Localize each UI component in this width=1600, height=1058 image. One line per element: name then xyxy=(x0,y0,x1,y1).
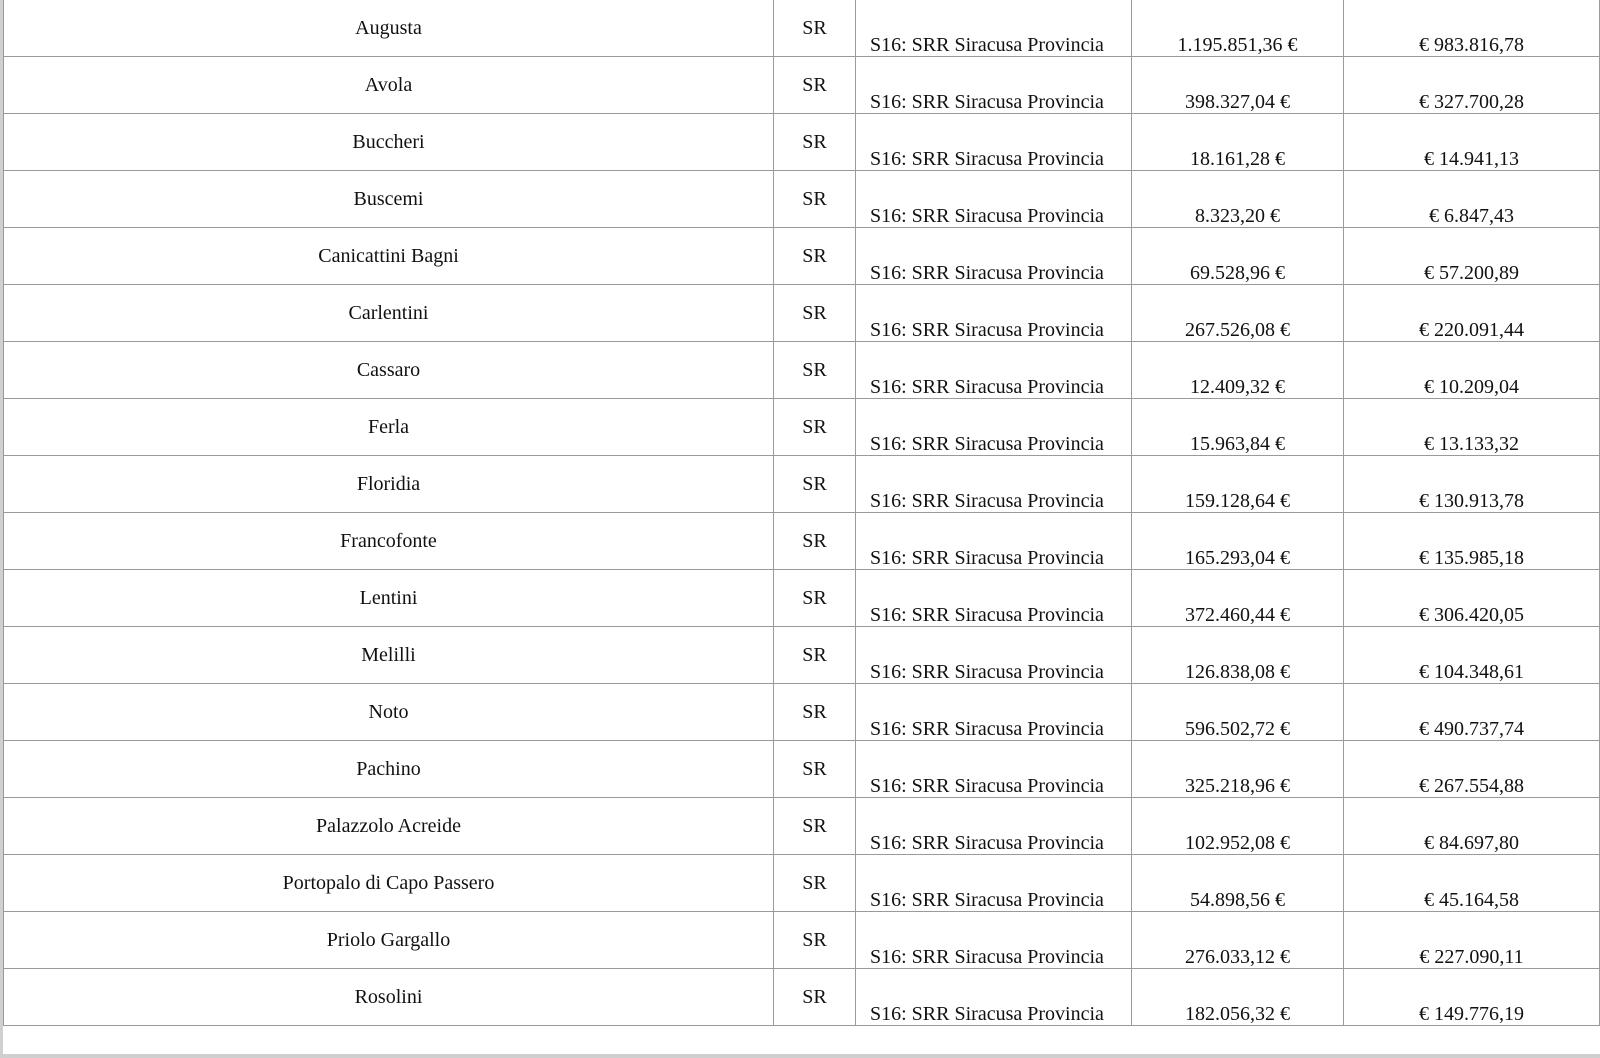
quota-text: € 84.697,80 xyxy=(1424,832,1519,854)
provincia-text: SR xyxy=(802,188,827,210)
cell-quota xyxy=(1344,57,1600,114)
importo-text: 12.409,32 € xyxy=(1190,376,1285,398)
quota-text: € 13.133,32 xyxy=(1424,433,1519,455)
table-row xyxy=(4,912,1600,969)
cell-importo xyxy=(1132,228,1344,285)
cell-quota xyxy=(1344,399,1600,456)
cell-provincia xyxy=(774,855,856,912)
cell-comune xyxy=(4,570,774,627)
cell-srr xyxy=(856,969,1132,1026)
srr-text: S16: SRR Siracusa Provincia xyxy=(870,604,1104,626)
srr-text: S16: SRR Siracusa Provincia xyxy=(870,775,1104,797)
table-row xyxy=(4,399,1600,456)
cell-provincia xyxy=(774,684,856,741)
cell-quota xyxy=(1344,684,1600,741)
cell-comune xyxy=(4,456,774,513)
importo-text: 18.161,28 € xyxy=(1190,148,1285,170)
cell-comune xyxy=(4,228,774,285)
cell-importo xyxy=(1132,114,1344,171)
comune-text: Floridia xyxy=(356,473,421,495)
cell-srr xyxy=(856,798,1132,855)
cell-quota xyxy=(1344,0,1600,57)
cell-provincia xyxy=(774,570,856,627)
page-bottom-edge xyxy=(0,1054,1600,1058)
cell-comune xyxy=(4,57,774,114)
provincia-text: SR xyxy=(802,587,827,609)
cell-srr xyxy=(856,741,1132,798)
cell-provincia xyxy=(774,399,856,456)
importo-text: 1.195.851,36 € xyxy=(1177,34,1298,56)
provincia-text: SR xyxy=(802,530,827,552)
provincia-text: SR xyxy=(802,359,827,381)
srr-text: S16: SRR Siracusa Provincia xyxy=(870,946,1104,968)
provincia-text: SR xyxy=(802,302,827,324)
importo-text: 267.526,08 € xyxy=(1185,319,1290,341)
cell-provincia xyxy=(774,285,856,342)
quota-text: € 327.700,28 xyxy=(1419,91,1524,113)
cell-importo xyxy=(1132,0,1344,57)
quota-text: € 14.941,13 xyxy=(1424,148,1519,170)
cell-quota xyxy=(1344,912,1600,969)
srr-text: S16: SRR Siracusa Provincia xyxy=(870,433,1104,455)
provincia-text: SR xyxy=(802,416,827,438)
cell-provincia xyxy=(774,0,856,57)
importo-text: 276.033,12 € xyxy=(1185,946,1290,968)
cell-importo xyxy=(1132,57,1344,114)
comune-text: Pachino xyxy=(356,758,421,780)
comune-text: Melilli xyxy=(361,644,416,666)
table-row xyxy=(4,741,1600,798)
comune-text: Buscemi xyxy=(353,188,424,210)
quota-text: € 130.913,78 xyxy=(1419,490,1524,512)
cell-importo xyxy=(1132,342,1344,399)
cell-quota xyxy=(1344,627,1600,684)
cell-importo xyxy=(1132,912,1344,969)
cell-srr xyxy=(856,912,1132,969)
srr-text: S16: SRR Siracusa Provincia xyxy=(870,91,1104,113)
provincia-text: SR xyxy=(802,758,827,780)
provincia-text: SR xyxy=(802,245,827,267)
quota-text: € 220.091,44 xyxy=(1419,319,1524,341)
cell-comune xyxy=(4,969,774,1026)
importo-text: 8.323,20 € xyxy=(1195,205,1280,227)
table-row xyxy=(4,969,1600,1026)
cell-quota xyxy=(1344,456,1600,513)
cell-provincia xyxy=(774,969,856,1026)
comune-text: Portopalo di Capo Passero xyxy=(282,872,495,894)
srr-text: S16: SRR Siracusa Provincia xyxy=(870,490,1104,512)
importo-text: 182.056,32 € xyxy=(1185,1003,1290,1025)
table-row xyxy=(4,114,1600,171)
quota-text: € 57.200,89 xyxy=(1424,262,1519,284)
provincia-text: SR xyxy=(802,815,827,837)
provincia-text: SR xyxy=(802,473,827,495)
comune-text: Palazzolo Acreide xyxy=(316,815,461,837)
table-row xyxy=(4,57,1600,114)
cell-quota xyxy=(1344,855,1600,912)
cell-provincia xyxy=(774,228,856,285)
cell-comune xyxy=(4,114,774,171)
cell-quota xyxy=(1344,570,1600,627)
importo-text: 102.952,08 € xyxy=(1185,832,1290,854)
cell-quota xyxy=(1344,969,1600,1026)
table-row xyxy=(4,171,1600,228)
cell-comune xyxy=(4,855,774,912)
comune-text: Noto xyxy=(368,701,409,723)
srr-text: S16: SRR Siracusa Provincia xyxy=(870,832,1104,854)
cell-importo xyxy=(1132,285,1344,342)
quota-text: € 45.164,58 xyxy=(1424,889,1519,911)
cell-quota xyxy=(1344,513,1600,570)
cell-provincia xyxy=(774,342,856,399)
cell-provincia xyxy=(774,114,856,171)
cell-comune xyxy=(4,399,774,456)
quota-text: € 135.985,18 xyxy=(1419,547,1524,569)
cell-quota xyxy=(1344,171,1600,228)
cell-comune xyxy=(4,285,774,342)
importo-text: 69.528,96 € xyxy=(1190,262,1285,284)
cell-importo xyxy=(1132,570,1344,627)
cell-srr xyxy=(856,342,1132,399)
cell-quota xyxy=(1344,114,1600,171)
table-row xyxy=(4,855,1600,912)
cell-comune xyxy=(4,627,774,684)
provincia-text: SR xyxy=(802,929,827,951)
cell-provincia xyxy=(774,912,856,969)
provincia-text: SR xyxy=(802,131,827,153)
table-row xyxy=(4,513,1600,570)
cell-srr xyxy=(856,399,1132,456)
cell-importo xyxy=(1132,399,1344,456)
cell-srr xyxy=(856,570,1132,627)
importo-text: 398.327,04 € xyxy=(1185,91,1290,113)
cell-quota xyxy=(1344,228,1600,285)
cell-comune xyxy=(4,0,774,57)
importo-text: 126.838,08 € xyxy=(1185,661,1290,683)
cell-importo xyxy=(1132,627,1344,684)
cell-provincia xyxy=(774,513,856,570)
cell-provincia xyxy=(774,627,856,684)
importo-text: 15.963,84 € xyxy=(1190,433,1285,455)
srr-text: S16: SRR Siracusa Provincia xyxy=(870,547,1104,569)
cell-provincia xyxy=(774,798,856,855)
comune-text: Carlentini xyxy=(348,302,429,324)
cell-quota xyxy=(1344,741,1600,798)
comune-text: Canicattini Bagni xyxy=(318,245,459,267)
cell-importo xyxy=(1132,684,1344,741)
comune-text: Augusta xyxy=(355,17,422,39)
srr-text: S16: SRR Siracusa Provincia xyxy=(870,1003,1104,1025)
provincia-text: SR xyxy=(802,17,827,39)
srr-text: S16: SRR Siracusa Provincia xyxy=(870,148,1104,170)
table-row xyxy=(4,456,1600,513)
municipalities-table xyxy=(3,0,1600,1026)
cell-quota xyxy=(1344,285,1600,342)
comune-text: Francofonte xyxy=(340,530,437,552)
comune-text: Ferla xyxy=(367,416,410,438)
provincia-text: SR xyxy=(802,872,827,894)
srr-text: S16: SRR Siracusa Provincia xyxy=(870,376,1104,398)
cell-srr xyxy=(856,627,1132,684)
importo-text: 372.460,44 € xyxy=(1185,604,1290,626)
comune-text: Rosolini xyxy=(354,986,423,1008)
quota-text: € 149.776,19 xyxy=(1419,1003,1524,1025)
cell-comune xyxy=(4,513,774,570)
quota-text: € 6.847,43 xyxy=(1429,205,1514,227)
srr-text: S16: SRR Siracusa Provincia xyxy=(870,34,1104,56)
importo-text: 165.293,04 € xyxy=(1185,547,1290,569)
srr-text: S16: SRR Siracusa Provincia xyxy=(870,889,1104,911)
srr-text: S16: SRR Siracusa Provincia xyxy=(870,661,1104,683)
cell-importo xyxy=(1132,855,1344,912)
cell-provincia xyxy=(774,171,856,228)
cell-importo xyxy=(1132,456,1344,513)
cell-comune xyxy=(4,912,774,969)
quota-text: € 227.090,11 xyxy=(1419,946,1524,968)
quota-text: € 104.348,61 xyxy=(1419,661,1524,683)
cell-quota xyxy=(1344,798,1600,855)
comune-text: Cassaro xyxy=(356,359,421,381)
cell-importo xyxy=(1132,798,1344,855)
provincia-text: SR xyxy=(802,986,827,1008)
table-row xyxy=(4,798,1600,855)
quota-text: € 983.816,78 xyxy=(1419,34,1524,56)
table-row xyxy=(4,342,1600,399)
quota-text: € 490.737,74 xyxy=(1419,718,1524,740)
cell-provincia xyxy=(774,741,856,798)
cell-importo xyxy=(1132,513,1344,570)
quota-text: € 306.420,05 xyxy=(1419,604,1524,626)
cell-comune xyxy=(4,741,774,798)
cell-srr xyxy=(856,228,1132,285)
cell-quota xyxy=(1344,342,1600,399)
cell-importo xyxy=(1132,741,1344,798)
table-row xyxy=(4,570,1600,627)
cell-provincia xyxy=(774,456,856,513)
quota-text: € 267.554,88 xyxy=(1419,775,1524,797)
importo-text: 596.502,72 € xyxy=(1185,718,1290,740)
comune-text: Avola xyxy=(364,74,413,96)
document-sheet xyxy=(3,0,1599,1026)
cell-importo xyxy=(1132,171,1344,228)
comune-text: Priolo Gargallo xyxy=(326,929,451,951)
importo-text: 54.898,56 € xyxy=(1190,889,1285,911)
srr-text: S16: SRR Siracusa Provincia xyxy=(870,205,1104,227)
srr-text: S16: SRR Siracusa Provincia xyxy=(870,718,1104,740)
cell-comune xyxy=(4,171,774,228)
importo-text: 325.218,96 € xyxy=(1185,775,1290,797)
comune-text: Buccheri xyxy=(352,131,425,153)
table-row xyxy=(4,627,1600,684)
srr-text: S16: SRR Siracusa Provincia xyxy=(870,319,1104,341)
cell-srr xyxy=(856,171,1132,228)
cell-provincia xyxy=(774,57,856,114)
comune-text: Lentini xyxy=(359,587,418,609)
cell-srr xyxy=(856,114,1132,171)
cell-importo xyxy=(1132,969,1344,1026)
table-row xyxy=(4,0,1600,57)
quota-text: € 10.209,04 xyxy=(1424,376,1519,398)
cell-comune xyxy=(4,798,774,855)
cell-srr xyxy=(856,0,1132,57)
cell-srr xyxy=(856,855,1132,912)
provincia-text: SR xyxy=(802,644,827,666)
importo-text: 159.128,64 € xyxy=(1185,490,1290,512)
cell-srr xyxy=(856,456,1132,513)
provincia-text: SR xyxy=(802,74,827,96)
table-row xyxy=(4,228,1600,285)
table-body xyxy=(4,0,1600,1026)
cell-srr xyxy=(856,285,1132,342)
srr-text: S16: SRR Siracusa Provincia xyxy=(870,262,1104,284)
table-row xyxy=(4,684,1600,741)
cell-srr xyxy=(856,684,1132,741)
table-row xyxy=(4,285,1600,342)
cell-comune xyxy=(4,342,774,399)
cell-srr xyxy=(856,513,1132,570)
provincia-text: SR xyxy=(802,701,827,723)
cell-comune xyxy=(4,684,774,741)
cell-srr xyxy=(856,57,1132,114)
